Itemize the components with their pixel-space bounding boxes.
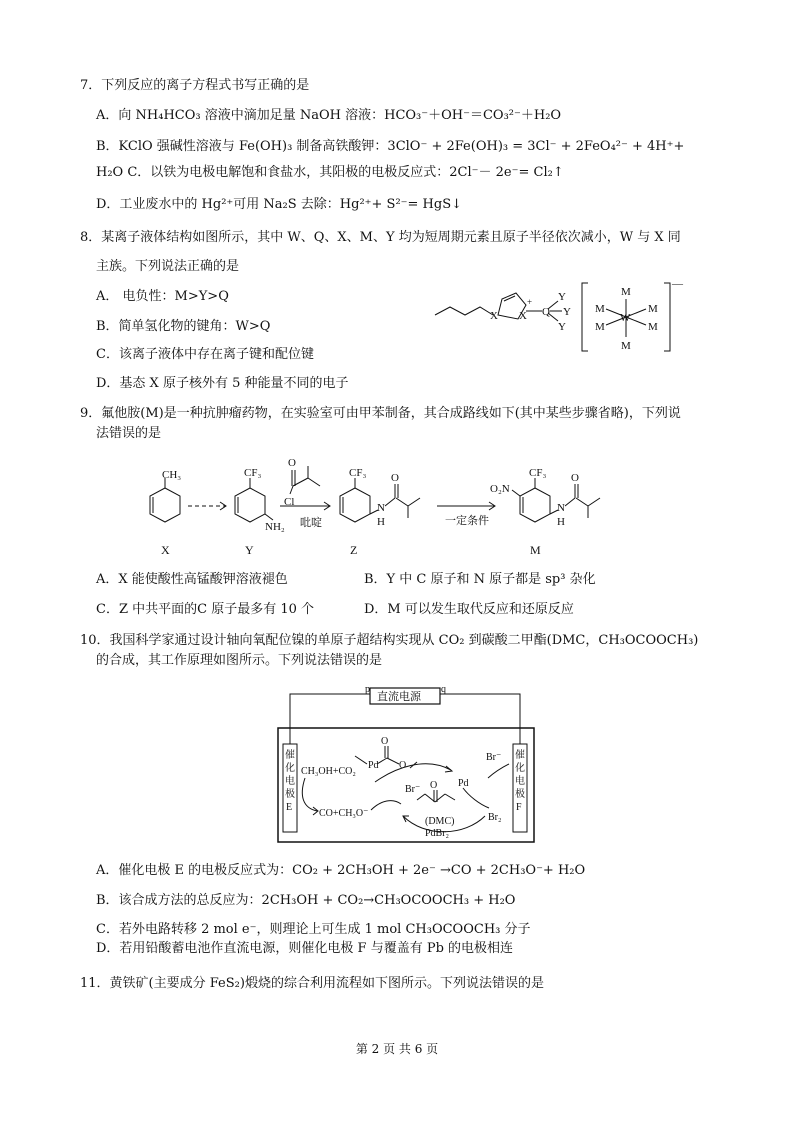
q8-fig-m-ll: M [595,321,605,333]
q10-fig-reactants: CH₃OH+CO₂ [301,766,356,777]
q7-option-d: D．工业废水中的 Hg²⁺可用 Na₂S 去除：Hg²⁺+ S²⁻= HgS↓ [96,197,463,212]
page-footer: 第 2 页 共 6 页 [355,1042,439,1056]
q10-fig-br-right: Br⁻ [486,752,502,763]
q10-option-b: B．该合成方法的总反应为：2CH₃OH + CO₂→CH₃OCOOCH₃ + H₂O [96,893,516,908]
q7-option-c: H₂O C．以铁为电极电解饱和食盐水，其阳极的电极反应式：2Cl⁻－ 2e⁻= Cl₂↑ [96,165,564,180]
q8-fig-plus: + [527,297,533,307]
q8-fig-x2: X [519,310,527,322]
q10-fig-f-2: 化 [515,763,525,774]
q10-fig-o-ester: O [399,760,407,771]
q9-fig-condition: 一定条件 [445,515,489,527]
q8-fig-m-ul: M [595,303,605,315]
q8-fig-w: W [620,312,631,324]
q10-fig-f-3: 电 [515,776,525,787]
q9-label-y: Y [245,543,254,557]
q9-fig-reagent-o: O [288,457,296,469]
q10-fig-pdbr2: PdBr₂ [425,828,450,839]
q10-fig-f-1: 催 [515,750,525,761]
q8-stem-line2: 主族。下列说法正确的是 [96,259,240,274]
q9-fig-y-cf3: CF₃ [244,467,262,479]
q9-label-x: X [161,543,170,557]
q10-fig-pd-right: Pd [458,778,469,789]
q10-fig-p: p [365,686,370,695]
q9-stem-line1: 9．氟他胺(M)是一种抗肿瘤药物，在实验室可由甲苯制备，其合成路线如下(其中某些步骤省略)，下列说 [80,406,681,421]
q8-option-c: C．该离子液体中存在离子键和配位键 [96,347,314,362]
q9-fig-nh2: NH₂ [265,521,285,533]
q9-option-d: D．M 可以发生取代反应和还原反应 [364,602,574,617]
q10-electrolysis-diagram [275,686,537,844]
q8-fig-q: Q [542,306,550,318]
q10-fig-o-top: O [381,736,389,747]
q10-option-c: C．若外电路转移 2 mol e⁻，则理论上可生成 1 mol CH₃OCOOCH₃ 分子 [96,922,531,937]
q9-stem-line2: 法错误的是 [96,426,162,441]
q8-ionic-liquid-structure [430,275,690,365]
q9-option-a: A．X 能使酸性高锰酸钾溶液褪色 [96,572,288,587]
q8-fig-m-bottom: M [621,340,631,352]
q9-synthesis-route [140,450,660,565]
q10-stem-line2: 的合成，其工作原理如图所示。下列说法错误的是 [96,653,383,668]
q10-fig-br2: Br₂ [488,812,502,823]
q8-option-b: B．简单氢化物的键角：W>Q [96,319,271,334]
q11-stem: 11．黄铁矿(主要成分 FeS₂)煅烧的综合利用流程如下图所示。下列说法错误的是 [80,976,544,991]
q10-option-a: A．催化电极 E 的电极反应式为：CO₂ + 2CH₃OH + 2e⁻ →CO + 2CH₃O⁻+ H₂O [96,863,586,878]
q10-fig-e-2: 化 [285,763,295,774]
q10-fig-f-4: 极 [515,789,525,800]
q10-fig-dmc: (DMC) [425,816,455,827]
q10-stem-line1: 10．我国科学家通过设计轴向氧配位镍的单原子超结构实现从 CO₂ 到碳酸二甲酯(DMC，CH₃OCOOCH₃) [80,633,699,648]
q10-fig-products: CO+CH₃O⁻ [319,808,369,819]
q10-fig-e-5: E [286,802,293,813]
q8-fig-m-lr: M [648,321,658,333]
q9-fig-m-o2n: O₂N [490,483,510,495]
q9-option-b: B．Y 中 C 原子和 N 原子都是 sp³ 杂化 [364,572,596,587]
q8-fig-y3: Y [558,321,566,333]
q10-fig-o-dmc: O [430,780,438,791]
q10-fig-pd-left: Pd [368,760,379,771]
q9-fig-m-n: N [557,502,565,514]
q8-fig-x1: X [490,310,498,322]
q7-stem: 7．下列反应的离子方程式书写正确的是 [80,78,310,93]
q9-fig-m-h: H [557,516,565,528]
q10-fig-e-3: 电 [285,776,295,787]
q9-label-m: M [530,543,541,557]
q10-option-d: D．若用铅酸蓄电池作直流电源，则催化电极 F 与覆盖有 Pb 的电极相连 [96,941,514,956]
q10-fig-power: 直流电源 [377,691,421,703]
q10-fig-br-middle: Br⁻ [405,784,421,795]
q9-fig-m-cf3: CF₃ [529,467,547,479]
q8-fig-m-top: M [621,286,631,298]
q9-label-z: Z [350,543,358,557]
q8-stem-line1: 8．某离子液体结构如图所示，其中 W、Q、X、M、Y 均为短周期元素且原子半径依次减小，W 与 X 同 [80,230,681,245]
q9-option-c: C．Z 中共平面的C 原子最多有 10 个 [96,602,314,617]
q9-fig-z-n: N [377,502,385,514]
q10-fig-e-4: 极 [285,789,295,800]
q8-option-a: A． 电负性：M>Y>Q [96,289,229,304]
q10-fig-q: q [441,686,446,695]
q9-fig-pyridine: 吡啶 [300,517,322,529]
q8-fig-y2: Y [563,306,571,318]
q8-option-d: D．基态 X 原子核外有 5 种能量不同的电子 [96,376,349,391]
q9-fig-z-cf3: CF₃ [349,467,367,479]
q9-fig-m-o: O [571,472,579,484]
q9-fig-z-h: H [377,516,385,528]
q10-fig-f-5: F [516,802,522,813]
q9-fig-ch3: CH₃ [162,469,182,481]
q7-option-a: A．向 NH₄HCO₃ 溶液中滴加足量 NaOH 溶液：HCO₃⁻＋OH⁻＝CO₃²⁻＋H₂O [96,108,562,123]
q9-fig-reagent-cl: Cl [284,496,295,508]
q8-fig-m-ur: M [648,303,658,315]
q10-fig-e-1: 催 [285,750,295,761]
q8-fig-charge: — [672,278,683,290]
q9-fig-z-o: O [391,472,399,484]
q8-fig-y1: Y [558,291,566,303]
q7-option-b: B．KClO 强碱性溶液与 Fe(OH)₃ 制备高铁酸钾：3ClO⁻ + 2Fe(OH)₃ = 3Cl⁻ + 2FeO₄²⁻ + 4H⁺+ [96,139,685,154]
